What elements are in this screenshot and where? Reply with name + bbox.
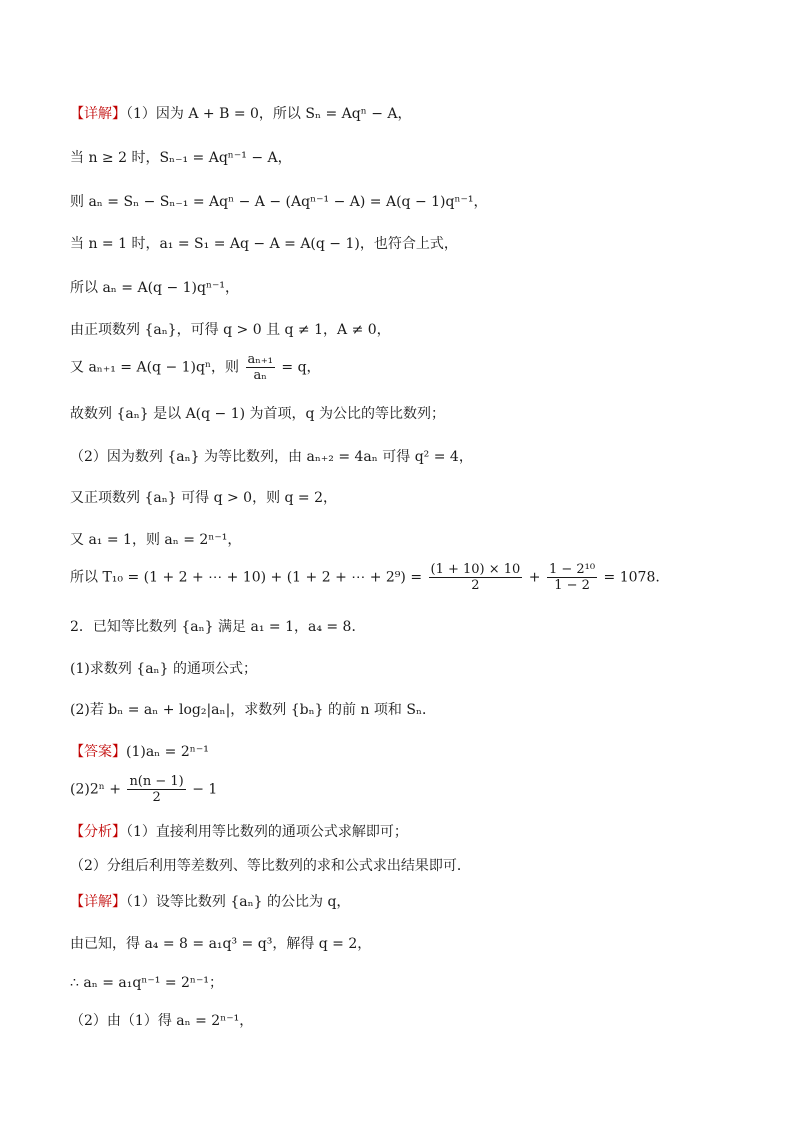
line-text: （1）直接利用等比数列的通项公式求解即可； — [126, 824, 408, 840]
answer-line-2 — [70, 774, 217, 805]
section-label: 【分析】 — [70, 824, 126, 840]
line-text: + — [524, 569, 545, 586]
denominator: 1 − 2 — [554, 578, 590, 593]
line-text: ∴ aₙ = a₁qⁿ⁻¹ = 2ⁿ⁻¹； — [70, 975, 223, 991]
numerator: (1 + 10) × 10 — [430, 562, 521, 577]
fraction — [246, 352, 275, 383]
line-text: 又 a₁ = 1，则 aₙ = 2ⁿ⁻¹， — [70, 532, 242, 548]
numerator: n(n − 1) — [129, 774, 184, 789]
detail-line-4 — [70, 234, 458, 254]
detail-line-9 — [70, 447, 473, 467]
line-text: 又 aₙ₊₁ = A(q − 1)qⁿ，则 — [70, 359, 244, 376]
line-text: 当 n ≥ 2 时，Sₙ₋₁ = Aqⁿ⁻¹ − A， — [70, 150, 292, 166]
detail-line-8 — [70, 404, 445, 424]
detail-line-11 — [70, 530, 241, 550]
detail2-line-1 — [70, 892, 350, 912]
question-2-stem — [70, 617, 365, 637]
detail2-line-3 — [70, 973, 223, 993]
detail-line-3 — [70, 192, 488, 212]
line-text: 所以 T₁₀ = (1 + 2 + ⋯ + 10) + (1 + 2 + ⋯ + 2⁹) = — [70, 569, 427, 586]
denominator: aₙ — [253, 368, 267, 383]
fraction — [429, 562, 523, 593]
fraction — [547, 562, 597, 593]
question-2-part-2 — [70, 700, 436, 720]
detail-line-7 — [70, 352, 321, 383]
line-text: 则 aₙ = Sₙ − Sₙ₋₁ = Aqⁿ − A − (Aqⁿ⁻¹ − A) = A(q − 1)qⁿ⁻¹， — [70, 194, 488, 210]
numerator: aₙ₊₁ — [247, 352, 273, 367]
line-text: 所以 aₙ = A(q − 1)qⁿ⁻¹， — [70, 280, 240, 296]
detail-line-2 — [70, 148, 292, 168]
line-text: = 1078. — [599, 569, 660, 586]
answer-line-1 — [70, 742, 209, 762]
detail2-line-2 — [70, 934, 371, 954]
denominator: 2 — [152, 790, 161, 805]
line-text: 由已知，得 a₄ = 8 = a₁q³ = q³，解得 q = 2， — [70, 936, 372, 952]
line-text: 2．已知等比数列 {aₙ} 满足 a₁ = 1，a₄ = 8． — [70, 619, 366, 635]
analysis-line-1 — [70, 822, 408, 842]
line-text: 当 n = 1 时，a₁ = S₁ = Aq − A = A(q − 1)，也符合上式， — [70, 236, 458, 252]
section-label: 【详解】 — [70, 894, 126, 910]
question-2-part-1 — [70, 659, 257, 679]
line-text: 又正项数列 {aₙ} 可得 q > 0，则 q = 2， — [70, 490, 338, 506]
line-text: 故数列 {aₙ} 是以 A(q − 1) 为首项，q 为公比的等比数列； — [70, 406, 445, 422]
line-text: − 1 — [187, 781, 218, 798]
fraction — [127, 774, 185, 805]
detail-line-6 — [70, 320, 391, 340]
line-text: （1）设等比数列 {aₙ} 的公比为 q， — [126, 894, 351, 910]
line-text: （2）由（1）得 aₙ = 2ⁿ⁻¹， — [70, 1013, 254, 1029]
section-label: 【详解】 — [70, 106, 126, 122]
detail-line-5 — [70, 278, 239, 298]
line-text: （2）分组后利用等差数列、等比数列的求和公式求出结果即可． — [70, 858, 471, 874]
detail-line-12 — [70, 562, 660, 593]
detail-line-10 — [70, 488, 337, 508]
line-text: （2）因为数列 {aₙ} 为等比数列，由 aₙ₊₂ = 4aₙ 可得 q² = 4， — [70, 449, 473, 465]
numerator: 1 − 2¹⁰ — [548, 562, 596, 577]
line-text: = q， — [276, 359, 321, 376]
line-text: 由正项数列 {aₙ}，可得 q > 0 且 q ≠ 1，A ≠ 0， — [70, 322, 391, 338]
detail-line-1 — [70, 104, 412, 124]
denominator: 2 — [471, 578, 480, 593]
section-label: 【答案】 — [70, 744, 126, 760]
line-text: (2)若 bₙ = aₙ + log₂|aₙ|，求数列 {bₙ} 的前 n 项和 Sₙ． — [70, 702, 437, 718]
line-text: (2)2ⁿ + — [70, 781, 126, 798]
line-text: （1）因为 A + B = 0，所以 Sₙ = Aqⁿ − A， — [126, 106, 412, 122]
line-text: (1)求数列 {aₙ} 的通项公式； — [70, 661, 257, 677]
analysis-line-2 — [70, 856, 471, 876]
line-text: (1)aₙ = 2ⁿ⁻¹ — [126, 744, 209, 760]
detail2-line-4 — [70, 1011, 253, 1031]
